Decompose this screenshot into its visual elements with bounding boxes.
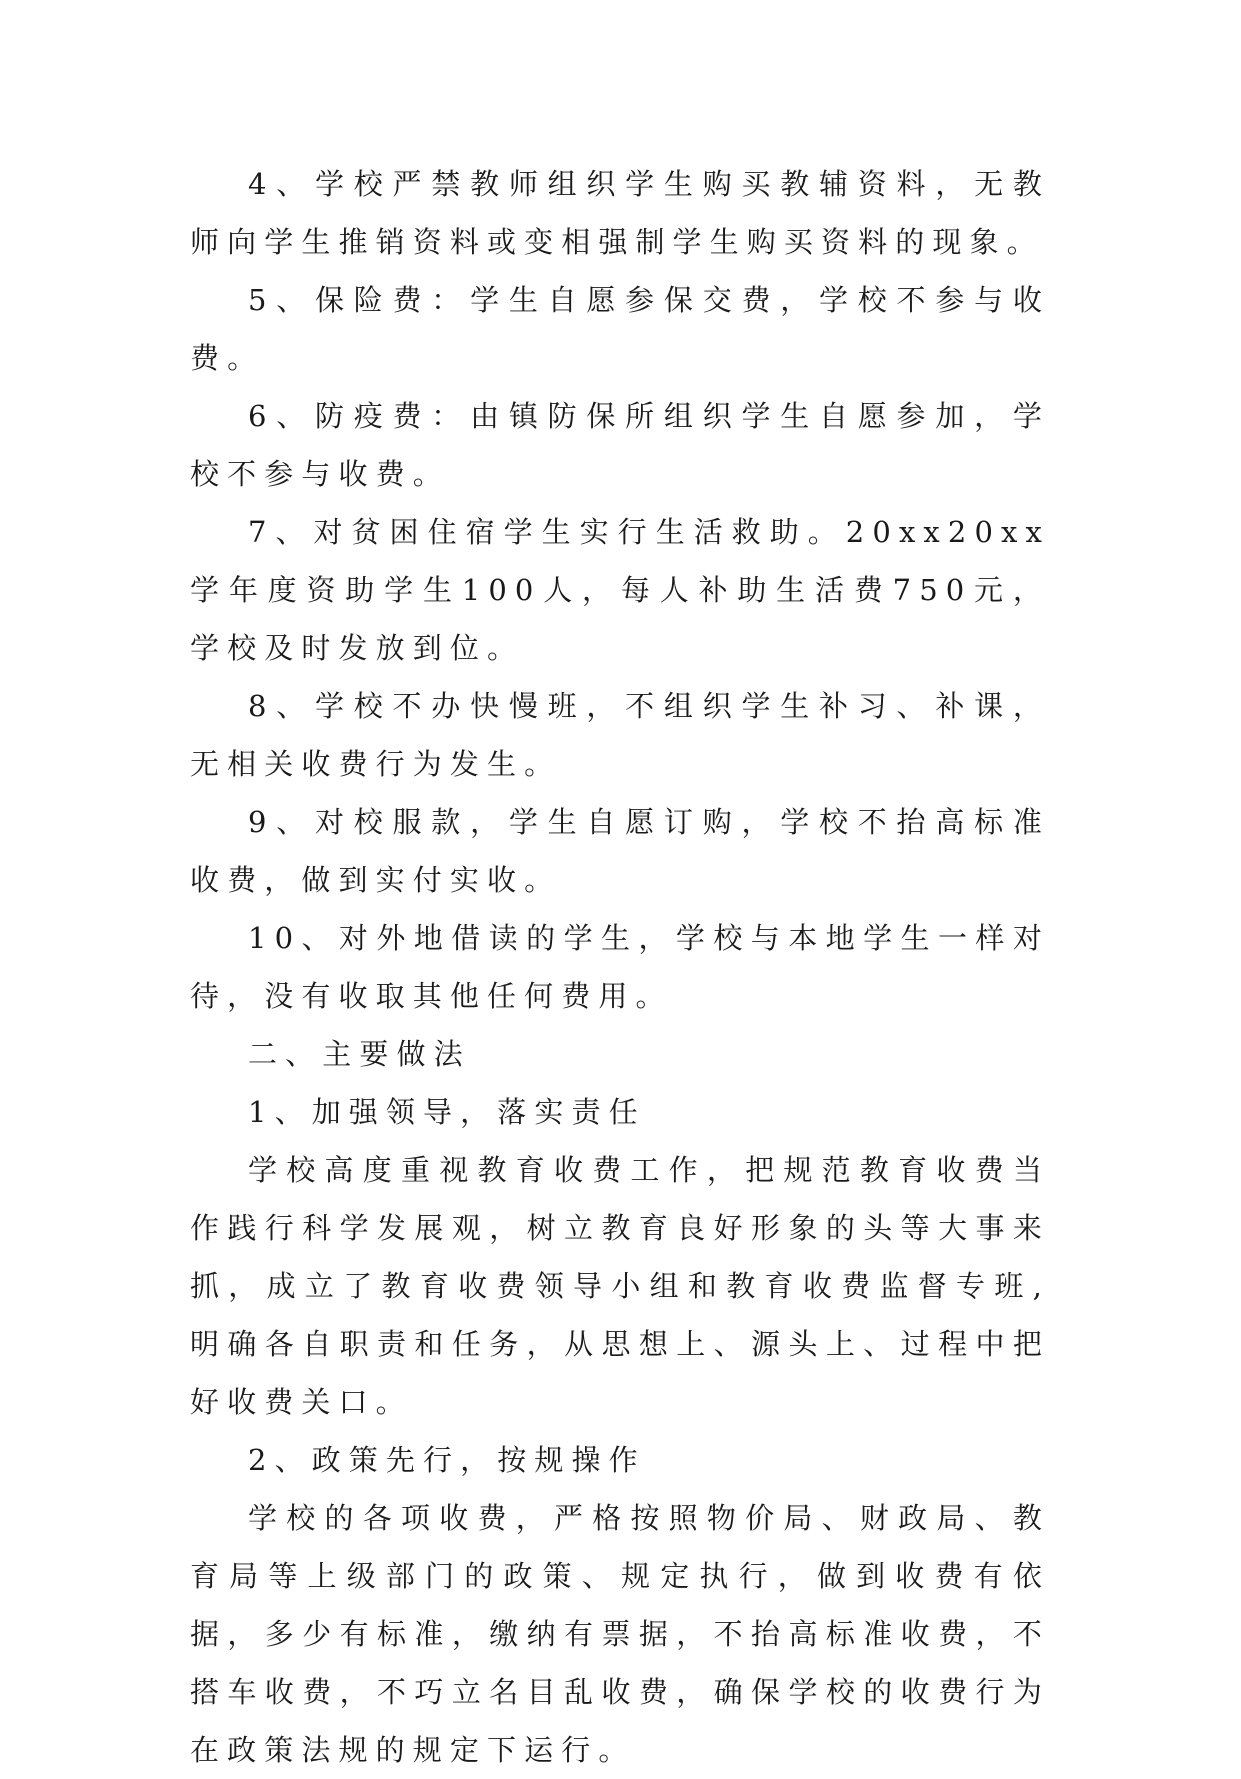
paragraph-item-6: 6、防疫费：由镇防保所组织学生自愿参加，学校不参与收费。 [190,399,1050,491]
paragraph-item-5: 5、保险费：学生自愿参保交费，学校不参与收费。 [190,283,1050,375]
paragraph-item-7: 7、对贫困住宿学生实行生活救助。20xx20xx学年度资助学生100人，每人补助生活费750元，学校及时发放到位。 [190,515,1050,665]
paragraph-item-9: 9、对校服款，学生自愿订购，学校不抬高标准收费，做到实付实收。 [190,805,1050,897]
subheading-policy: 2、政策先行，按规操作 [248,1443,646,1477]
document-body [190,155,1050,1779]
paragraph-item-10: 10、对外地借读的学生，学校与本地学生一样对待，没有收取其他任何费用。 [190,921,1050,1013]
subheading-leadership: 1、加强领导，落实责任 [248,1095,646,1129]
paragraph-policy-body: 学校的各项收费，严格按照物价局、财政局、教育局等上级部门的政策、规定执行，做到收费有依据，多少有标准，缴纳有票据，不抬高标准收费，不搭车收费，不巧立名目乱收费，确保学校的收费行为在政策法规的规定下运行。 [190,1501,1050,1767]
paragraph-leadership-body: 学校高度重视教育收费工作，把规范教育收费当作践行科学发展观，树立教育良好形象的头等大事来抓，成立了教育收费领导小组和教育收费监督专班,明确各自职责和任务，从思想上、源头上、过程中把好收费关口。 [190,1153,1050,1419]
paragraph-item-8: 8、学校不办快慢班，不组织学生补习、补课，无相关收费行为发生。 [190,689,1050,781]
paragraph-item-4: 4、学校严禁教师组织学生购买教辅资料，无教师向学生推销资料或变相强制学生购买资料的现象。 [190,167,1050,259]
section-heading-main-practices: 二、主要做法 [248,1037,471,1071]
